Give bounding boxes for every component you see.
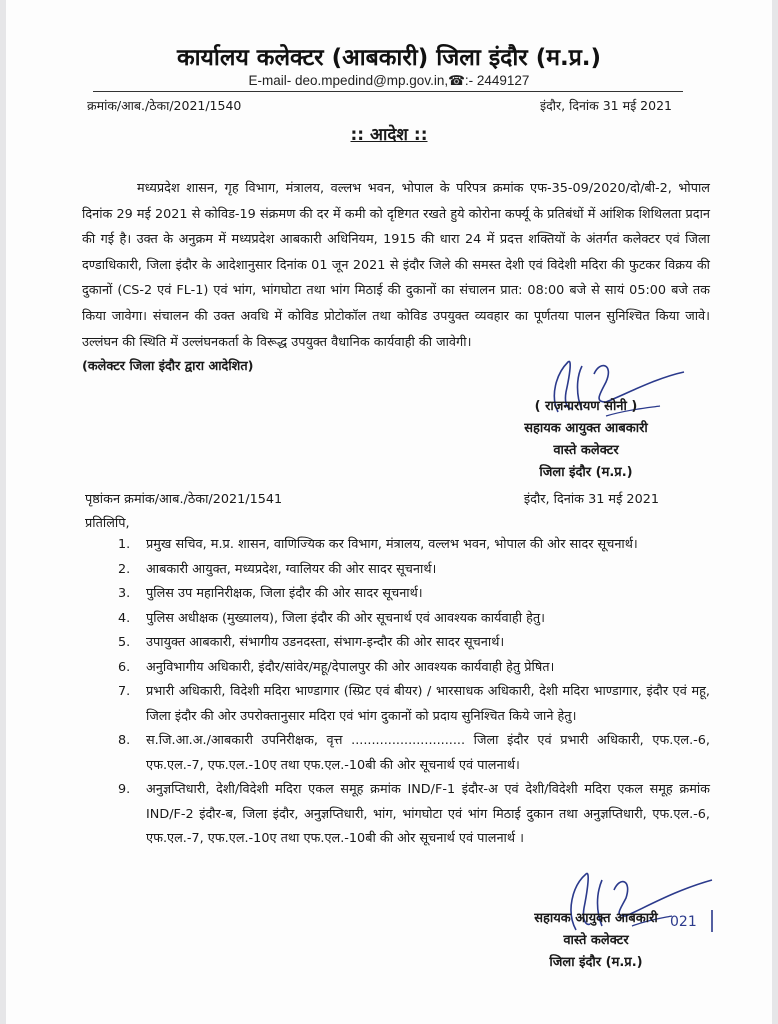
recipient-number: 9. — [118, 782, 131, 797]
recipient-text: पुलिस उप महानिरीक्षक, जिला इंदौर की ओर सादर सूचनार्थ। — [146, 586, 423, 601]
recipient-text: आबकारी आयुक्त, मध्यप्रदेश, ग्वालियर की ओर सादर सूचनार्थ। — [146, 561, 437, 577]
recipient-number: 8. — [118, 733, 131, 748]
endorsement-reference-number: पृष्ठांकन क्रमांक/आब./ठेका/2021/1541 — [85, 492, 283, 507]
order-heading: :: आदेश :: — [350, 125, 428, 145]
recipient-item — [118, 533, 710, 558]
recipient-text: अनुज्ञप्तिधारी, देशी/विदेशी मदिरा एकल समूह क्रमांक IND/F-1 इंदौर-अ एवं देशी/विदेशी मदिरा एकल समूह क्रमांक IND/F-2 इंदौर-ब, जिला इंदौर, अनुज्ञप्तिधारी, भांग, भांगघोटा एवं भांग मिठाई दुकान तथा अनुज्ञप्तिधारी, एफ.एल.-6, एफ.एल.-7, एफ.एल.-10ए तथा एफ.एल.-10बी की ओर सूचनार्थ एवं पालनार्थ । — [146, 782, 710, 846]
recipient-item — [118, 582, 710, 607]
recipient-text: प्रमुख सचिव, म.प्र. शासन, वाणिज्यिक कर विभाग, मंत्रालय, वल्लभ भवन, भोपाल की ओर सादर सूचनार्थ। — [146, 537, 638, 552]
signatory-2-district: जिला इंदौर (म.प्र.) — [549, 955, 643, 970]
recipient-item — [118, 656, 710, 681]
signatory-1-designation: सहायक आयुक्त आबकारी — [524, 421, 648, 436]
recipient-text: स.जि.आ.अ./आबकारी उपनिरीक्षक, वृत्त ............................ जिला इंदौर एवं प्रभारी अधिकारी, एफ.एल.-6, एफ.एल.-7, एफ.एल.-10ए तथा एफ.एल.-10बी की ओर सूचनार्थ एवं पालनार्थ। — [146, 733, 710, 773]
recipient-number: 4. — [118, 610, 131, 626]
signatory-1-on-behalf: वास्ते कलेक्टर — [553, 443, 619, 458]
ordered-by-note: (कलेक्टर जिला इंदौर द्वारा आदेशित) — [82, 359, 254, 374]
recipient-text: उपायुक्त आबकारी, संभागीय उडनदस्ता, संभाग-इन्दौर की ओर सादर सूचनार्थ। — [146, 635, 505, 650]
page-edge-right — [772, 0, 778, 1024]
recipient-number: 1. — [118, 537, 131, 552]
signatory-1-district: जिला इंदौर (म.प्र.) — [539, 465, 633, 480]
handwritten-date-fragment: 021 — [670, 914, 697, 930]
recipient-text: पुलिस अधीक्षक (मुख्यालय), जिला इंदौर की ओर सूचनार्थ एवं आवश्यक कार्यवाही हेतु। — [146, 610, 546, 626]
order-body — [82, 176, 710, 355]
recipient-number: 2. — [118, 561, 131, 577]
endorsement-place-date: इंदौर, दिनांक 31 मई 2021 — [523, 492, 659, 507]
header-divider — [93, 91, 683, 92]
signatory-2-designation: सहायक आयुक्त आबकारी — [534, 911, 658, 926]
recipient-item — [118, 607, 710, 632]
recipient-number: 5. — [118, 635, 131, 650]
order-place-date: इंदौर, दिनांक 31 मई 2021 — [540, 98, 672, 113]
contact-line: E-mail- deo.mpedind@mp.gov.in,☎:- 2449127 — [248, 73, 530, 88]
recipient-text: प्रभारी अधिकारी, विदेशी मदिरा भाण्डागार (स्प्रिट एवं बीयर) / भारसाधक अधिकारी, देशी मदिरा भाण्डागार, इंदौर एवं महू, जिला इंदौर की ओर उपरोक्तानुसार मदिरा एवं भांग दुकानों को प्रदाय सुनिश्चित किये जाने हेतु। — [146, 684, 710, 724]
signatory-2-block — [486, 908, 706, 974]
recipient-item — [118, 729, 710, 778]
signatory-1-block — [476, 396, 696, 484]
recipient-item — [118, 631, 710, 656]
signatory-2-on-behalf: वास्ते कलेक्टर — [563, 933, 629, 948]
recipient-item — [118, 558, 710, 583]
signatory-1-name: ( राजनारायण सोनी ) — [534, 399, 638, 414]
document-page — [6, 0, 772, 1024]
office-title: कार्यालय कलेक्टर (आबकारी) जिला इंदौर (म.प्र.) — [176, 45, 602, 71]
recipient-number: 3. — [118, 586, 131, 601]
order-reference-number: क्रमांक/आब./ठेका/2021/1540 — [87, 98, 242, 113]
recipient-text: अनुविभागीय अधिकारी, इंदौर/सांवेर/महू/देपालपुर की ओर आवश्यक कार्यवाही हेतु प्रेषित। — [146, 659, 555, 675]
recipient-item — [118, 680, 710, 729]
recipient-list — [118, 533, 710, 852]
recipient-item — [118, 778, 710, 852]
recipient-number: 6. — [118, 659, 131, 675]
order-body-text: मध्यप्रदेश शासन, गृह विभाग, मंत्रालय, वल्लभ भवन, भोपाल के परिपत्र क्रमांक एफ-35-09/2020/दो/बी-2, भोपाल दिनांक 29 मई 2021 से कोविड-19 संक्रमण की दर में कमी को दृष्टिगत रखते हुये कोरोना कर्फ्यू के प्रतिबंधों में आंशिक शिथिलता प्रदान की गई है। उक्त के अनुक्रम में मध्यप्रदेश आबकारी अधिनियम, 1915 की धारा 24 में प्रदत्त शक्तियों के अंतर्गत कलेक्टर एवं जिला दण्डाधिकारी, जिला इंदौर के आदेशानुसार दिनांक 01 जून 2021 से इंदौर जिले की समस्त देशी एवं विदेशी मदिरा की फुटकर विक्रय की दुकानों (CS-2 एवं FL-1) एवं भांग, भांगघोटा तथा भांग मिठाई की दुकानों का संचालन प्रात: 08:00 बजे से सायं 05:00 बजे तक किया जावेगा। संचालन की उक्त अवधि में कोविड प्रोटोकॉल तथा कोविड उपयुक्त व्यवहार का पूर्णतया पालन सुनिश्चित किया जावे। उल्लंघन की स्थिति में उल्लंघनकर्ता के विरूद्ध उपयुक्त वैधानिक कार्यवाही की जावेगी। — [82, 181, 710, 350]
recipient-number: 7. — [118, 684, 131, 699]
copy-to-label: प्रतिलिपि, — [85, 516, 130, 531]
